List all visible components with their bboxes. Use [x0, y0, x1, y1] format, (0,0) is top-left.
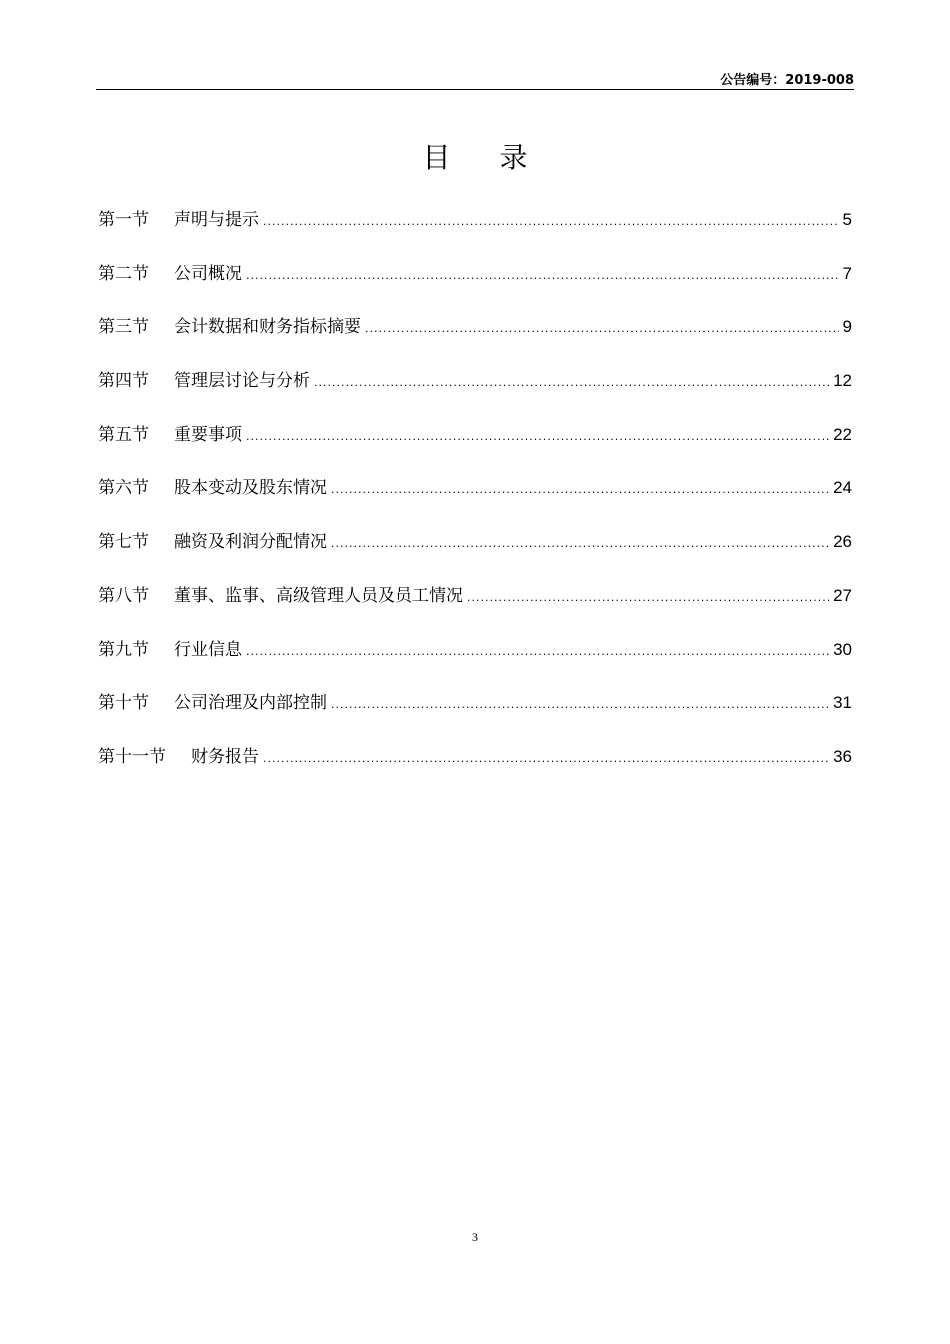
toc-section-title: 融资及利润分配情况 [174, 532, 327, 553]
toc-section-title: 重要事项 [174, 424, 242, 445]
toc-section-title: 声明与提示 [174, 210, 259, 230]
toc-section-title: 财务报告 [191, 746, 259, 767]
toc-entry[interactable] [98, 475, 852, 529]
toc-section-number: 第五节 [98, 424, 149, 445]
toc-page-number: 9 [842, 317, 852, 337]
toc-entry[interactable] [98, 529, 852, 583]
toc-entry[interactable] [98, 368, 852, 422]
toc-dot-leader [331, 477, 829, 503]
table-of-contents [98, 207, 852, 798]
toc-dot-leader [467, 585, 829, 611]
toc-entry[interactable] [98, 207, 852, 261]
toc-section-number: 第十一节 [98, 746, 166, 767]
toc-section-number: 第三节 [98, 317, 149, 338]
toc-dot-leader [331, 531, 829, 557]
toc-entry[interactable] [98, 690, 852, 744]
toc-section-number: 第七节 [98, 532, 149, 553]
toc-section-title: 会计数据和财务指标摘要 [174, 317, 361, 338]
toc-dot-leader [314, 370, 829, 396]
toc-section-title: 董事、监事、高级管理人员及员工情况 [174, 585, 463, 606]
toc-entry[interactable] [98, 583, 852, 637]
toc-page-number: 5 [842, 210, 852, 229]
toc-section-number: 第四节 [98, 371, 149, 392]
toc-dot-leader [263, 209, 839, 235]
toc-entry[interactable] [98, 744, 852, 798]
toc-section-title: 股本变动及股东情况 [174, 478, 327, 499]
page-number: 3 [472, 1230, 478, 1244]
page-title: 目 录 [422, 141, 548, 174]
toc-entry[interactable] [98, 261, 852, 315]
toc-entry[interactable] [98, 314, 852, 368]
toc-page-number: 30 [833, 639, 852, 659]
toc-page-number: 7 [842, 263, 852, 283]
toc-section-number: 第九节 [98, 639, 149, 660]
toc-section-title: 管理层讨论与分析 [174, 371, 310, 392]
toc-section-title: 行业信息 [174, 639, 242, 660]
toc-section-number: 第十节 [98, 693, 149, 714]
toc-page-number: 26 [833, 532, 852, 552]
toc-dot-leader [246, 263, 839, 289]
toc-dot-leader [365, 316, 839, 342]
toc-section-number: 第八节 [98, 585, 149, 606]
toc-dot-leader [331, 692, 829, 718]
toc-section-number: 第一节 [98, 210, 149, 230]
toc-entry[interactable] [98, 422, 852, 476]
toc-section-title: 公司治理及内部控制 [174, 693, 327, 714]
toc-section-title: 公司概况 [174, 263, 242, 284]
toc-entry[interactable] [98, 637, 852, 691]
page-header [96, 64, 854, 90]
toc-page-number: 27 [833, 585, 852, 605]
toc-page-number: 12 [833, 371, 852, 391]
toc-page-number: 36 [833, 746, 852, 766]
announcement-number: 公告编号：2019-008 [720, 73, 854, 88]
toc-dot-leader [263, 746, 829, 772]
toc-dot-leader [246, 639, 829, 665]
toc-page-number: 24 [833, 478, 852, 498]
toc-page-number: 31 [833, 693, 852, 713]
toc-dot-leader [246, 424, 829, 450]
toc-section-number: 第二节 [98, 263, 149, 284]
toc-section-number: 第六节 [98, 478, 149, 499]
toc-page-number: 22 [833, 424, 852, 444]
